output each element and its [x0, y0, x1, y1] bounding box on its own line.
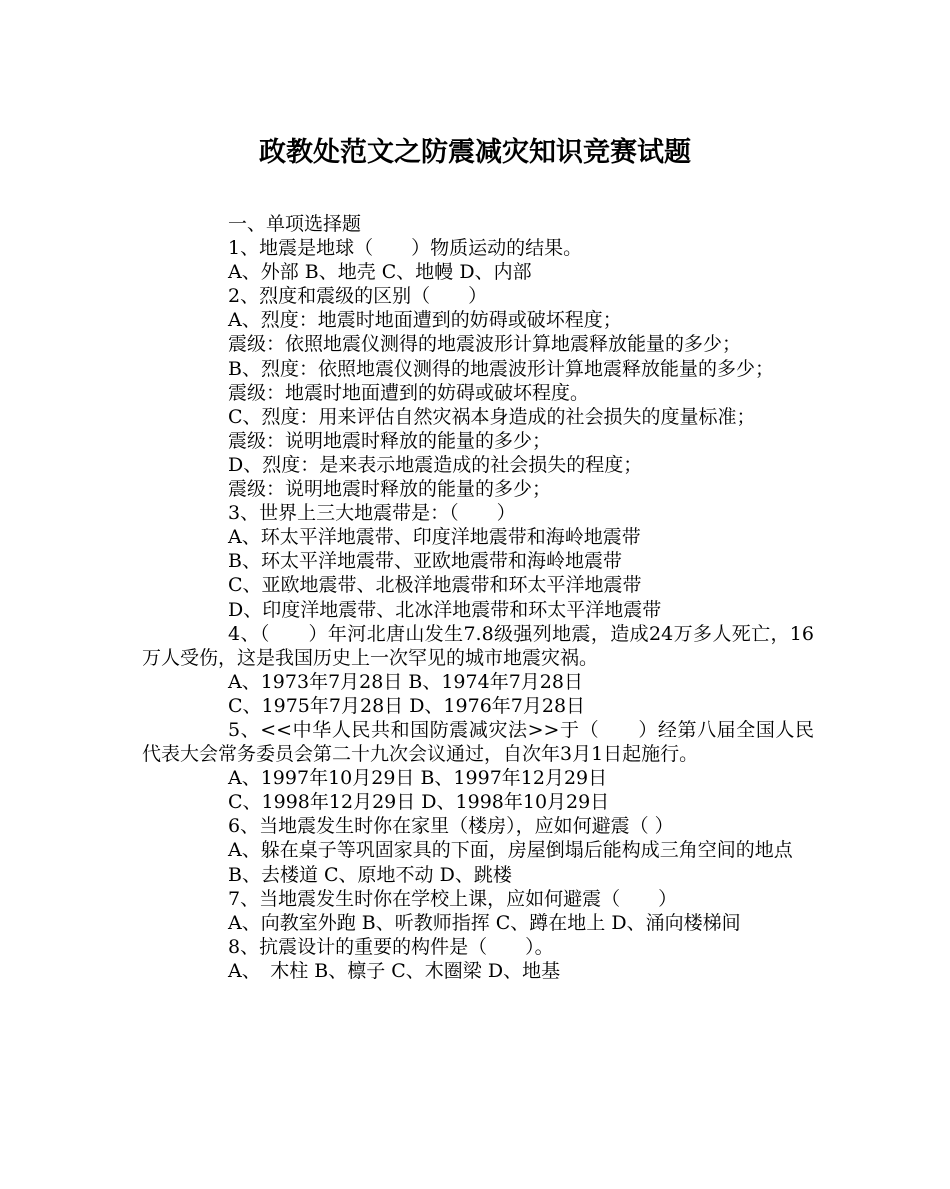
question-3-option-d: D、印度洋地震带、北冰洋地震带和环太平洋地震带: [228, 598, 662, 621]
question-2-option-a-intensity: A、烈度：地震时地面遭到的妨碍或破坏程度；: [228, 309, 622, 332]
question-8: 8、抗震设计的重要的构件是（ ）。: [228, 935, 554, 958]
section-heading: 一、单项选择题: [228, 213, 362, 235]
document-title: 政教处范文之防震减灾知识竞赛试题: [259, 137, 691, 168]
document-body: [142, 212, 814, 983]
question-4-options-ab: A、1973年7月28日 B、1974年7月28日: [228, 670, 583, 693]
question-2: 2、烈度和震级的区别（ ）: [228, 285, 488, 308]
question-2-option-c-intensity: C、烈度：用来评估自然灾祸本身造成的社会损失的度量标准；: [228, 405, 756, 428]
question-6: 6、当地震发生时你在家里（楼房），应如何避震（ ）: [228, 815, 674, 838]
question-2-option-a-magnitude: 震级：依照地震仪测得的地震波形计算地震释放能量的多少；: [228, 333, 742, 356]
question-2-option-d-intensity: D、烈度：是来表示地震造成的社会损失的程度；: [228, 453, 643, 476]
question-4-options-cd: C、1975年7月28日 D、1976年7月28日: [228, 694, 586, 717]
question-2-option-d-magnitude: 震级：说明地震时释放的能量的多少；: [228, 478, 552, 501]
question-5: 5、<<中华人民共和国防震减灾法>>于（ ）经第八届全国人民代表大会常务委员会第二十九次会议通过，自次年3月1日起施行。: [142, 718, 814, 766]
question-5-options-ab: A、1997年10月29日 B、1997年12月29日: [228, 767, 608, 790]
question-7: 7、当地震发生时你在学校上课，应如何避震（ ）: [228, 887, 678, 910]
question-4: 4、（ ）年河北唐山发生7.8级强列地震，造成24万多人死亡，16万人受伤，这是我国历史上一次罕见的城市地震灾祸。: [142, 622, 814, 669]
question-3: 3、世界上三大地震带是：（ ）: [228, 502, 516, 525]
question-6-option-a: A、躲在桌子等巩固家具的下面，房屋倒塌后能构成三角空间的地点: [228, 839, 793, 862]
question-1-options: A、外部 B、地壳 C、地幔 D、内部: [228, 261, 532, 284]
question-5-options-cd: C、1998年12月29日 D、1998年10月29日: [228, 791, 610, 814]
question-7-options: A、向教室外跑 B、听教师指挥 C、蹲在地上 D、涌向楼梯间: [228, 911, 741, 934]
question-2-option-b-intensity: B、烈度：依照地震仪测得的地震波形计算地震释放能量的多少；: [228, 357, 774, 380]
question-1: 1、地震是地球（ ）物质运动的结果。: [228, 237, 583, 260]
question-8-options: A、 木柱 B、檩子 C、木圈梁 D、地基: [228, 959, 561, 982]
question-2-option-c-magnitude: 震级：说明地震时释放的能量的多少；: [228, 429, 552, 452]
question-3-option-a: A、环太平洋地震带、印度洋地震带和海岭地震带: [228, 526, 641, 549]
question-6-options-bcd: B、去楼道 C、原地不动 D、跳楼: [228, 863, 512, 886]
question-3-option-b: B、环太平洋地震带、亚欧地震带和海岭地震带: [228, 550, 622, 573]
question-3-option-c: C、亚欧地震带、北极洋地震带和环太平洋地震带: [228, 574, 642, 597]
question-2-option-b-magnitude: 震级：地震时地面遭到的妨碍或破坏程度。: [228, 381, 590, 404]
